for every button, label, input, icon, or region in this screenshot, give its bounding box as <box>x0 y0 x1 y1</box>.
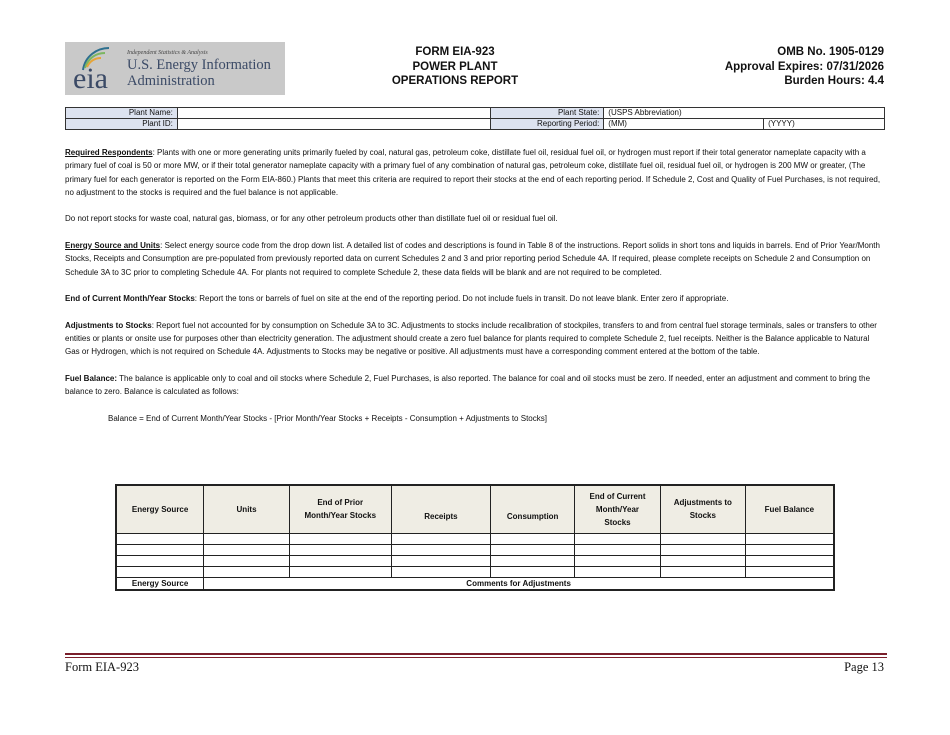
eia-logo <box>65 42 285 95</box>
prior-stocks-cell[interactable] <box>289 533 391 544</box>
receipts-cell[interactable] <box>391 566 491 577</box>
logo-org-line1: U.S. Energy Information <box>127 57 271 73</box>
current-stocks-cell[interactable] <box>575 566 661 577</box>
col-fuel-balance: Fuel Balance <box>745 485 834 533</box>
units-cell[interactable] <box>204 555 290 566</box>
instructions <box>65 146 885 439</box>
table-row <box>116 533 834 544</box>
fuel-balance-cell[interactable] <box>745 533 834 544</box>
col-adjustments: Adjustments to Stocks <box>660 485 745 533</box>
form-number: FORM EIA-923 <box>415 46 495 58</box>
fuel-balance-paragraph: Fuel Balance: The balance is applicable only to coal and oil stocks where Schedule 2, Fuel Purchases, is also reported. The balance for coal and oil stocks must be zero. If needed, enter an adjustment and comment to bring the balance to zero. Balance is calculated as follows: <box>65 374 871 397</box>
current-stocks-cell[interactable] <box>575 533 661 544</box>
energy-source-cell[interactable] <box>116 566 204 577</box>
comments-row <box>116 577 834 590</box>
fuel-balance-cell[interactable] <box>745 544 834 555</box>
fuel-balance-cell[interactable] <box>745 555 834 566</box>
receipts-cell[interactable] <box>391 544 491 555</box>
adjustments-cell[interactable] <box>660 555 745 566</box>
prior-stocks-cell[interactable] <box>289 544 391 555</box>
plant-identification-table <box>65 107 885 130</box>
receipts-cell[interactable] <box>391 555 491 566</box>
approval-expires: Approval Expires: 07/31/2026 <box>724 60 884 73</box>
end-stocks-paragraph: End of Current Month/Year Stocks: Report the tons or barrels of fuel on site at the end of the reporting period. Do not include fuels in transit. Do not leave blank. Enter zero if appropriate. <box>65 294 729 304</box>
adjustments-cell[interactable] <box>660 566 745 577</box>
units-cell[interactable] <box>204 566 290 577</box>
omb-info <box>725 45 884 89</box>
form-title-line2: POWER PLANT <box>412 60 498 73</box>
table-row <box>116 544 834 555</box>
plant-id-field[interactable] <box>177 119 491 130</box>
plant-state-label: Plant State: <box>491 108 604 119</box>
reporting-period-label: Reporting Period: <box>491 119 604 130</box>
consumption-cell[interactable] <box>491 566 575 577</box>
plant-id-label: Plant ID: <box>66 119 178 130</box>
consumption-cell[interactable] <box>491 533 575 544</box>
eia-mark-icon <box>65 42 127 95</box>
plant-state-field[interactable]: (USPS Abbreviation) <box>604 108 885 119</box>
excluded-stocks-paragraph: Do not report stocks for waste coal, natural gas, biomass, or for any other petroleum products other than distillate fuel oil or residual fuel oil. <box>65 214 558 224</box>
burden-hours: Burden Hours: 4.4 <box>784 75 884 87</box>
footer-page-number: Page 13 <box>844 660 884 674</box>
adjustments-paragraph: Adjustments to Stocks: Report fuel not accounted for by consumption on Schedule 3A to 3C. Adjustments to stocks include recalibration of stockpiles, transfers to and from central fuel storage terminals, sales or transfers to other entities or plants or onsite use for purposes other than electricity generation. The adjustment should create a zero fuel balance for plants required to complete Schedule 2, fuel receipts. Neither is the Balance applicable to Natural Gas or Hydrogen, which is not required on Schedule 4A. Adjustments to Stocks may be negative or positive. All adjustments must have a corresponding comment entered at the bottom of the table. <box>65 320 877 357</box>
footer-form-name: Form EIA-923 <box>65 660 139 674</box>
consumption-cell[interactable] <box>491 544 575 555</box>
fuel-stocks-table <box>115 484 835 591</box>
form-title-line3: OPERATIONS REPORT <box>391 75 519 87</box>
fuel-balance-cell[interactable] <box>745 566 834 577</box>
comments-for-adjustments-label: Comments for Adjustments <box>204 577 834 590</box>
comments-energy-source-label: Energy Source <box>116 577 204 590</box>
col-energy-source: Energy Source <box>116 485 204 533</box>
adjustments-cell[interactable] <box>660 544 745 555</box>
adjustments-cell[interactable] <box>660 533 745 544</box>
energy-source-cell[interactable] <box>116 533 204 544</box>
col-receipts: Receipts <box>391 485 491 533</box>
reporting-month-field[interactable]: (MM) <box>604 119 764 130</box>
required-respondents-paragraph: Required Respondents: Plants with one or more generating units primarily fueled by coal, natural gas, petroleum coke, distillate fuel oil, residual fuel oil, or hydrogen must report if their total generator nameplate capacity with a primary fuel of coal is 50 or more MW, or if their total generator nameplate capacity with a primary fuel of any combination of natural gas, petroleum coke, distillate fuel oil, residual fuel oil, or hydrogen is 200 MW or greater, (The primary fuel for each generator is reported on the Form EIA-860.) Plants that meet this criteria are required to report their stocks at the end of each reporting period. If Schedule 2, Cost and Quality of Fuel Purchases, is not required, no adjustment to the stocks is required and the fuel balance is not applicable. <box>65 148 881 197</box>
omb-number: OMB No. 1905-0129 <box>777 46 884 58</box>
current-stocks-cell[interactable] <box>575 544 661 555</box>
plant-name-field[interactable] <box>177 108 491 119</box>
consumption-cell[interactable] <box>491 555 575 566</box>
units-cell[interactable] <box>204 544 290 555</box>
current-stocks-cell[interactable] <box>575 555 661 566</box>
col-units: Units <box>204 485 290 533</box>
col-current-stocks: End of Current Month/Year Stocks <box>575 485 661 533</box>
col-prior-stocks: End of Prior Month/Year Stocks <box>289 485 391 533</box>
energy-source-cell[interactable] <box>116 544 204 555</box>
balance-formula: Balance = End of Current Month/Year Stocks - [Prior Month/Year Stocks + Receipts - Consumption + Adjustments to Stocks] <box>108 413 547 423</box>
svg-text:eia: eia <box>73 62 108 95</box>
prior-stocks-cell[interactable] <box>289 566 391 577</box>
form-title <box>370 45 540 89</box>
table-row <box>116 555 834 566</box>
logo-org-line2: Administration <box>127 73 215 89</box>
footer-rule-thick <box>65 653 887 655</box>
energy-source-paragraph: Energy Source and Units: Select energy source code from the drop down list. A detailed list of codes and descriptions is found in Table 8 of the instructions. Report solids in short tons and liquids in barrels. End of Prior Year/Month Stocks, Receipts and Consumption are pre-populated from previously reported data on current Schedules 2 and 3 and prior reporting period Schedule 4A. If required, please complete receipts on Schedule 2 and Consumption on Schedule 3A to 3C prior to completing Schedule 4A. For plants not required to complete Schedule 2, these data fields will be blank and are not required to be completed. <box>65 241 880 277</box>
prior-stocks-cell[interactable] <box>289 555 391 566</box>
receipts-cell[interactable] <box>391 533 491 544</box>
table-row <box>116 566 834 577</box>
energy-source-cell[interactable] <box>116 555 204 566</box>
reporting-year-field[interactable]: (YYYY) <box>764 119 885 130</box>
footer-rule-thin <box>65 657 887 658</box>
logo-tagline: Independent Statistics & Analysis <box>127 50 208 56</box>
units-cell[interactable] <box>204 533 290 544</box>
col-consumption: Consumption <box>491 485 575 533</box>
plant-name-label: Plant Name: <box>66 108 178 119</box>
